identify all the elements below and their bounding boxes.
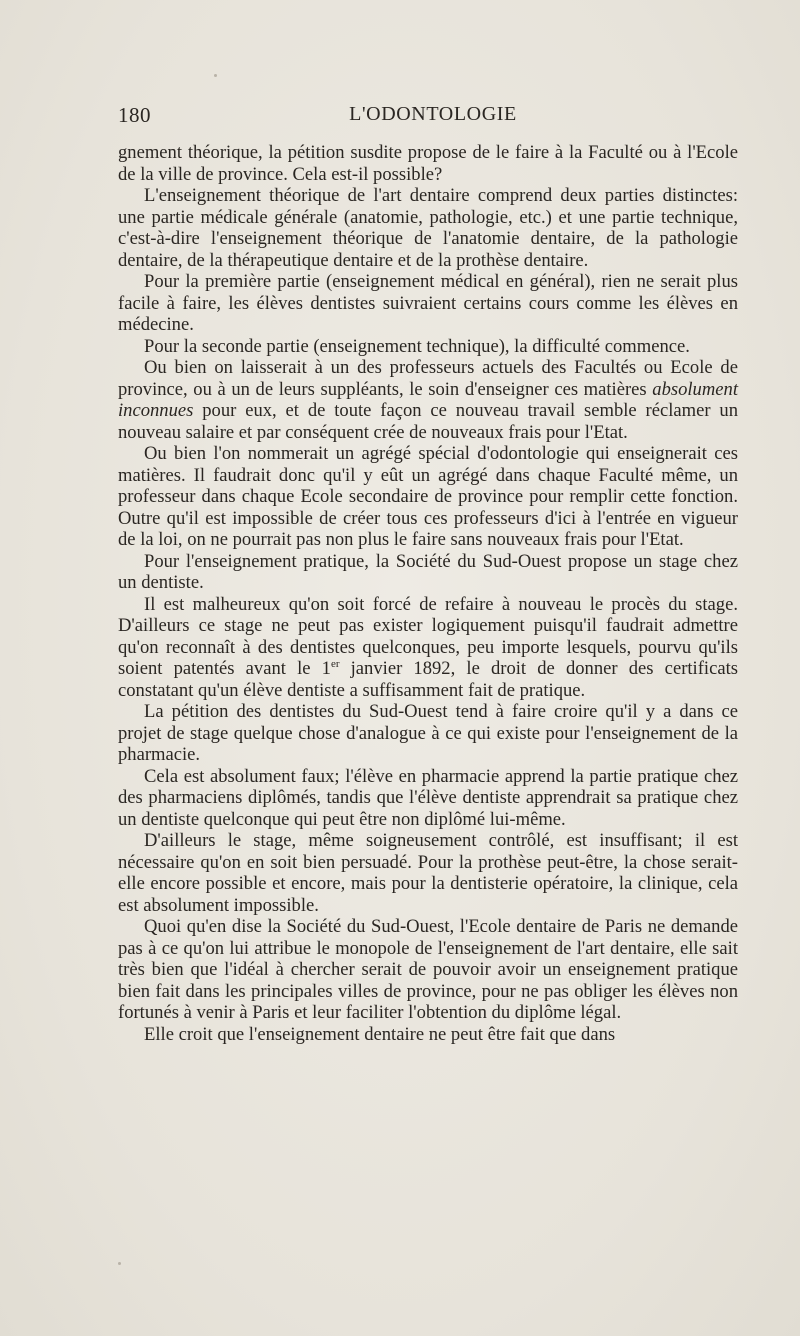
paragraph-text: gnement théorique, la pétition susdite propose de le faire à la Faculté ou à l'Ecole de la ville de province. Cela est-il possible? bbox=[118, 142, 738, 185]
superscript: er bbox=[330, 657, 340, 670]
paragraph bbox=[118, 142, 738, 185]
paragraph-text: Cela est absolument faux; l'élève en pharmacie apprend la partie pratique chez des pharmaciens diplômés, tandis que l'élève dentiste apprendrait sa pratique chez un dentiste quelconque qui peut être non diplômé lui-même. bbox=[118, 765, 738, 830]
paragraph-text: pour eux, et de toute façon ce nouveau travail semble réclamer un nouveau salaire et par conséquent crée de nouveaux frais pour l'Etat. bbox=[118, 400, 738, 443]
paragraph bbox=[118, 701, 738, 766]
paragraph-text: Quoi qu'en dise la Société du Sud-Ouest, l'Ecole dentaire de Paris ne demande pas à ce qu'on lui attribue le monopole de l'enseignement de l'art dentaire, elle sait très bien que l'idéal à chercher serait de pouvoir avoir un enseignement pratique bien fait dans les principales villes de province, pour ne pas obliger les élèves non fortunés à venir à Paris et leur faciliter l'obtention du diplôme légal. bbox=[118, 916, 738, 1023]
paragraph bbox=[118, 271, 738, 336]
paragraph bbox=[118, 1024, 738, 1046]
paper-speck bbox=[118, 1262, 121, 1265]
paragraph-text: Pour l'enseignement pratique, la Société du Sud-Ouest propose un stage chez un dentiste. bbox=[118, 550, 738, 593]
running-header bbox=[118, 103, 738, 133]
paragraph bbox=[118, 551, 738, 594]
page-number: 180 bbox=[118, 103, 151, 127]
paragraph-text: Elle croit que l'enseignement dentaire ne peut être fait que dans bbox=[144, 1023, 616, 1045]
running-title: L'ODONTOLOGIE bbox=[349, 103, 517, 125]
paragraph-text: janvier 1892, le droit de donner des certificats constatant qu'un élève dentiste a suffisamment fait de pratique. bbox=[118, 658, 738, 701]
paragraph-text: Il est malheureux qu'on soit forcé de refaire à nouveau le procès du stage. D'ailleurs ce stage ne peut pas exister logiquement puisqu'il faudrait admettre qu'on reconnaît à des dentistes quelconques, peu importe lesquels, pourvu qu'ils soient patentés avant le 1 bbox=[118, 593, 738, 679]
italic-emphasis: absolument inconnues bbox=[118, 378, 738, 421]
paragraph bbox=[118, 830, 738, 916]
body-text bbox=[118, 142, 738, 1045]
paragraph-text: Pour la première partie (enseignement médical en général), rien ne serait plus facile à faire, les élèves dentistes suivraient certains cours comme les élèves en médecine. bbox=[118, 271, 738, 335]
paper-speck bbox=[214, 74, 217, 77]
paragraph-text: Pour la seconde partie (enseignement technique), la difficulté commence. bbox=[144, 335, 690, 357]
paragraph-text: Ou bien l'on nommerait un agrégé spécial d'odontologie qui enseignerait ces matières. Il faudrait donc qu'il y eût un agrégé dans chaque Faculté même, un professeur dans chaque Ecole secondaire de province pour remplir cette fonction. Outre qu'il est impossible de créer tous ces professeurs d'ici à l'entrée en vigueur de la loi, on ne pourrait pas non plus le faire sans nouveaux frais pour l'Etat. bbox=[118, 443, 738, 550]
paragraph bbox=[118, 185, 738, 271]
paragraph bbox=[118, 594, 738, 702]
paragraph-text: D'ailleurs le stage, même soigneusement contrôlé, est insuffisant; il est nécessaire qu'on en soit bien persuadé. Pour la prothèse peut-être, la chose serait-elle encore possible et encore, mais pour la dentisterie opératoire, la clinique, cela est absolument impossible. bbox=[118, 830, 738, 916]
paragraph bbox=[118, 766, 738, 831]
paragraph bbox=[118, 357, 738, 443]
paragraph bbox=[118, 916, 738, 1024]
paragraph bbox=[118, 336, 738, 358]
paragraph-text: L'enseignement théorique de l'art dentaire comprend deux parties distinctes: une partie médicale générale (anatomie, pathologie, etc.) et une partie technique, c'est-à-dire l'enseignement théorique de l'anatomie dentaire, de la pathologie dentaire, de la thérapeutique dentaire et de la prothèse dentaire. bbox=[118, 185, 738, 271]
paragraph bbox=[118, 443, 738, 551]
paragraph-text: La pétition des dentistes du Sud-Ouest tend à faire croire qu'il y a dans ce projet de stage quelque chose d'analogue à ce qui existe pour l'enseignement de la pharmacie. bbox=[118, 701, 738, 765]
paragraph-text: Ou bien on laisserait à un des professeurs actuels des Facultés ou Ecole de province, ou à un de leurs suppléants, le soin d'enseigner ces matières bbox=[118, 357, 738, 400]
